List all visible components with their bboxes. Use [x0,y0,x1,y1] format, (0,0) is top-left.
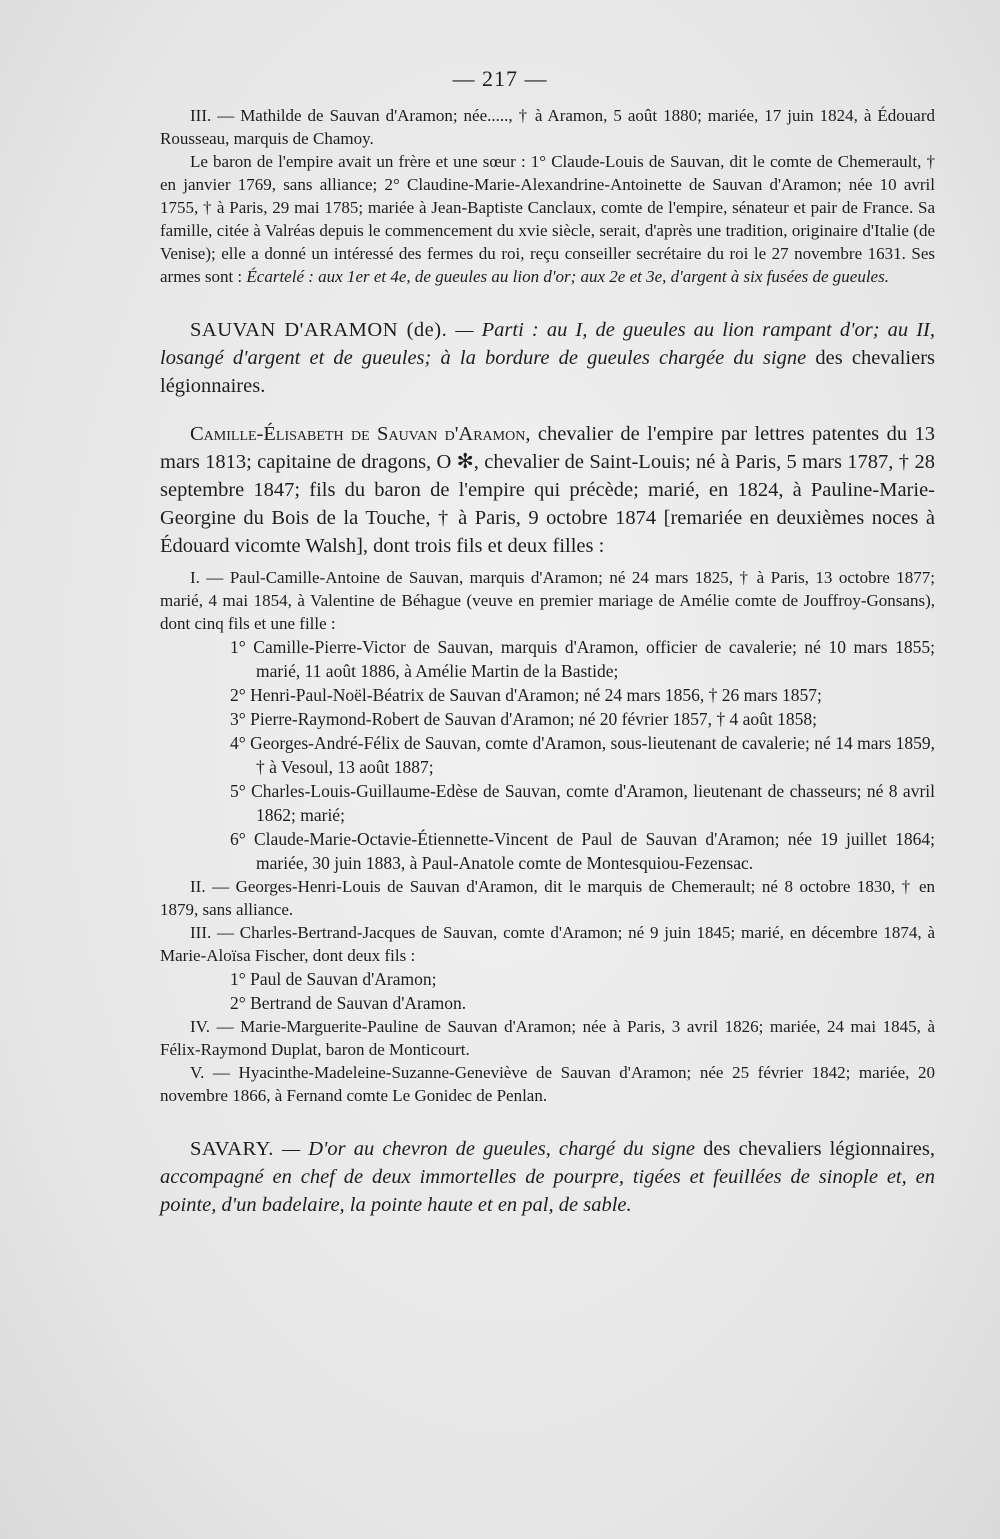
child-entry-5: V. — Hyacinthe-Madeleine-Suzanne-Geneviève de Sauvan d'Aramon; née 25 février 1842; mariée, 20 novembre 1866, à Fernand comte Le Gonidec de Penlan. [160,1063,935,1105]
page-number: — 217 — [452,66,548,91]
child-entry-2: II. — Georges-Henri-Louis de Sauvan d'Aramon, dit le marquis de Chemerault; né 8 octobre 1830, † en 1879, sans alliance. [160,877,935,919]
grandchild-entry-2: 2° Henri-Paul-Noël-Béatrix de Sauvan d'Aramon; né 24 mars 1856, † 26 mars 1857; [230,685,822,705]
child-entry-3: III. — Charles-Bertrand-Jacques de Sauvan, comte d'Aramon; né 9 juin 1845; marié, en décembre 1874, à Marie-Aloïsa Fischer, dont deux fils : [160,923,935,965]
son-entry-1: 1° Paul de Sauvan d'Aramon; [230,969,437,989]
paragraph-baron-siblings [160,150,935,288]
son-entry-2: 2° Bertrand de Sauvan d'Aramon. [230,993,467,1013]
grandchild-entry-1: 1° Camille-Pierre-Victor de Sauvan, marquis d'Aramon, officier de cavalerie; né 10 mars 1855; marié, 11 août 1886, à Amélie Martin de la Bastide; [230,637,935,681]
entry-mathilde: III. — Mathilde de Sauvan d'Aramon; née....., † à Aramon, 5 août 1880; mariée, 17 juin 1824, à Édouard Rousseau, marquis de Chamoy. [160,106,935,148]
child-entry-1: I. — Paul-Camille-Antoine de Sauvan, marquis d'Aramon; né 24 mars 1825, † à Paris, 13 octobre 1877; marié, 4 mai 1854, à Valentine de Béhague (veuve en premier mariage de Amélie comte de Jouffroy-Gonsans), dont cinq fils et une fille : [160,568,935,633]
siblings-text: Le baron de l'empire avait un frère et une sœur : 1° Claude-Louis de Sauvan, dit le comte de Chemerault, † en janvier 1769, sans alliance; 2° Claudine-Marie-Alexandrine-Antoinette de Sauvan d'Aramon; née 10 avril 1755, † à Paris, 29 mai 1785; mariée à Jean-Baptiste Canclaux, comte de l'empire, sénateur et pair de France. Sa famille, citée à Valréas depuis le commencement du xvie siècle, serait, d'après une tradition, originaire d'Italie (de Venise); elle a donné un intéressé des fermes du roi, reçu conseiller secrétaire du roi le 27 novembre 1631. Ses armes sont : [160,152,935,286]
sauvan-arms: — Parti : au I, de gueules au lion rampant d'or; au II, losangé d'argent et de gueules; à la bordure de gueules chargée du signe [160,319,936,369]
heading-savary [160,1135,935,1219]
savary-name: SAVARY. [190,1138,274,1160]
grandchild-entry-5: 5° Charles-Louis-Guillaume-Edèse de Sauvan, comte d'Aramon, lieutenant de chasseurs; né 8 avril 1862; marié; [230,781,935,825]
savary-arms-a: — D'or au chevron de gueules, chargé du signe [273,1138,696,1160]
spacer [160,288,935,316]
grandchild-entry-3: 3° Pierre-Raymond-Robert de Sauvan d'Aramon; né 20 février 1857, † 4 août 1858; [230,709,818,729]
grandchild-entry-4: 4° Georges-André-Félix de Sauvan, comte d'Aramon, sous-lieutenant de cavalerie; né 14 mars 1859, † à Vesoul, 13 août 1887; [230,733,935,777]
savary-arms-b: des chevaliers légionnaires, [695,1138,935,1160]
heading-sauvan-daramon [160,316,935,400]
camille-name: Camille-Élisabeth de Sauvan d'Aramon, [190,423,531,445]
page-body [160,104,935,1219]
grandchild-entry-6: 6° Claude-Marie-Octavie-Étiennette-Vincent de Paul de Sauvan d'Aramon; née 19 juillet 1864; mariée, 30 juin 1883, à Paul-Anatole comte de Montesquiou-Fezensac. [230,829,935,873]
spacer [160,1107,935,1135]
child-entry-4: IV. — Marie-Marguerite-Pauline de Sauvan d'Aramon; née à Paris, 3 avril 1826; mariée, 24 mai 1845, à Félix-Raymond Duplat, baron de Monticourt. [160,1017,935,1059]
paragraph-camille [160,420,935,560]
canclaux-arms: Écartelé : aux 1er et 4e, de gueules au lion d'or; aux 2e et 3e, d'argent à six fusées de gueules. [246,267,889,286]
savary-arms-c: accompagné en chef de deux immortelles de pourpre, tigées et feuillées de sinople et, en pointe, d'un badelaire, la pointe haute et en pal, de sable. [160,1166,935,1216]
spacer [160,400,935,420]
family-name: SAUVAN D'ARAMON (de). [190,319,448,341]
sauvan-arms-tail: des chevaliers légionnaires. [160,347,935,397]
camille-text: chevalier de l'empire par lettres patentes du 13 mars 1813; capitaine de dragons, O ✻, chevalier de Saint-Louis; né à Paris, 5 mars 1787, † 28 septembre 1847; fils du baron de l'empire qui précède; marié, en 1824, à Pauline-Marie-Georgine du Bois de la Touche, † à Paris, 9 octobre 1874 [remariée en deuxièmes noces à Édouard vicomte Walsh], dont trois fils et deux filles : [160,423,935,557]
